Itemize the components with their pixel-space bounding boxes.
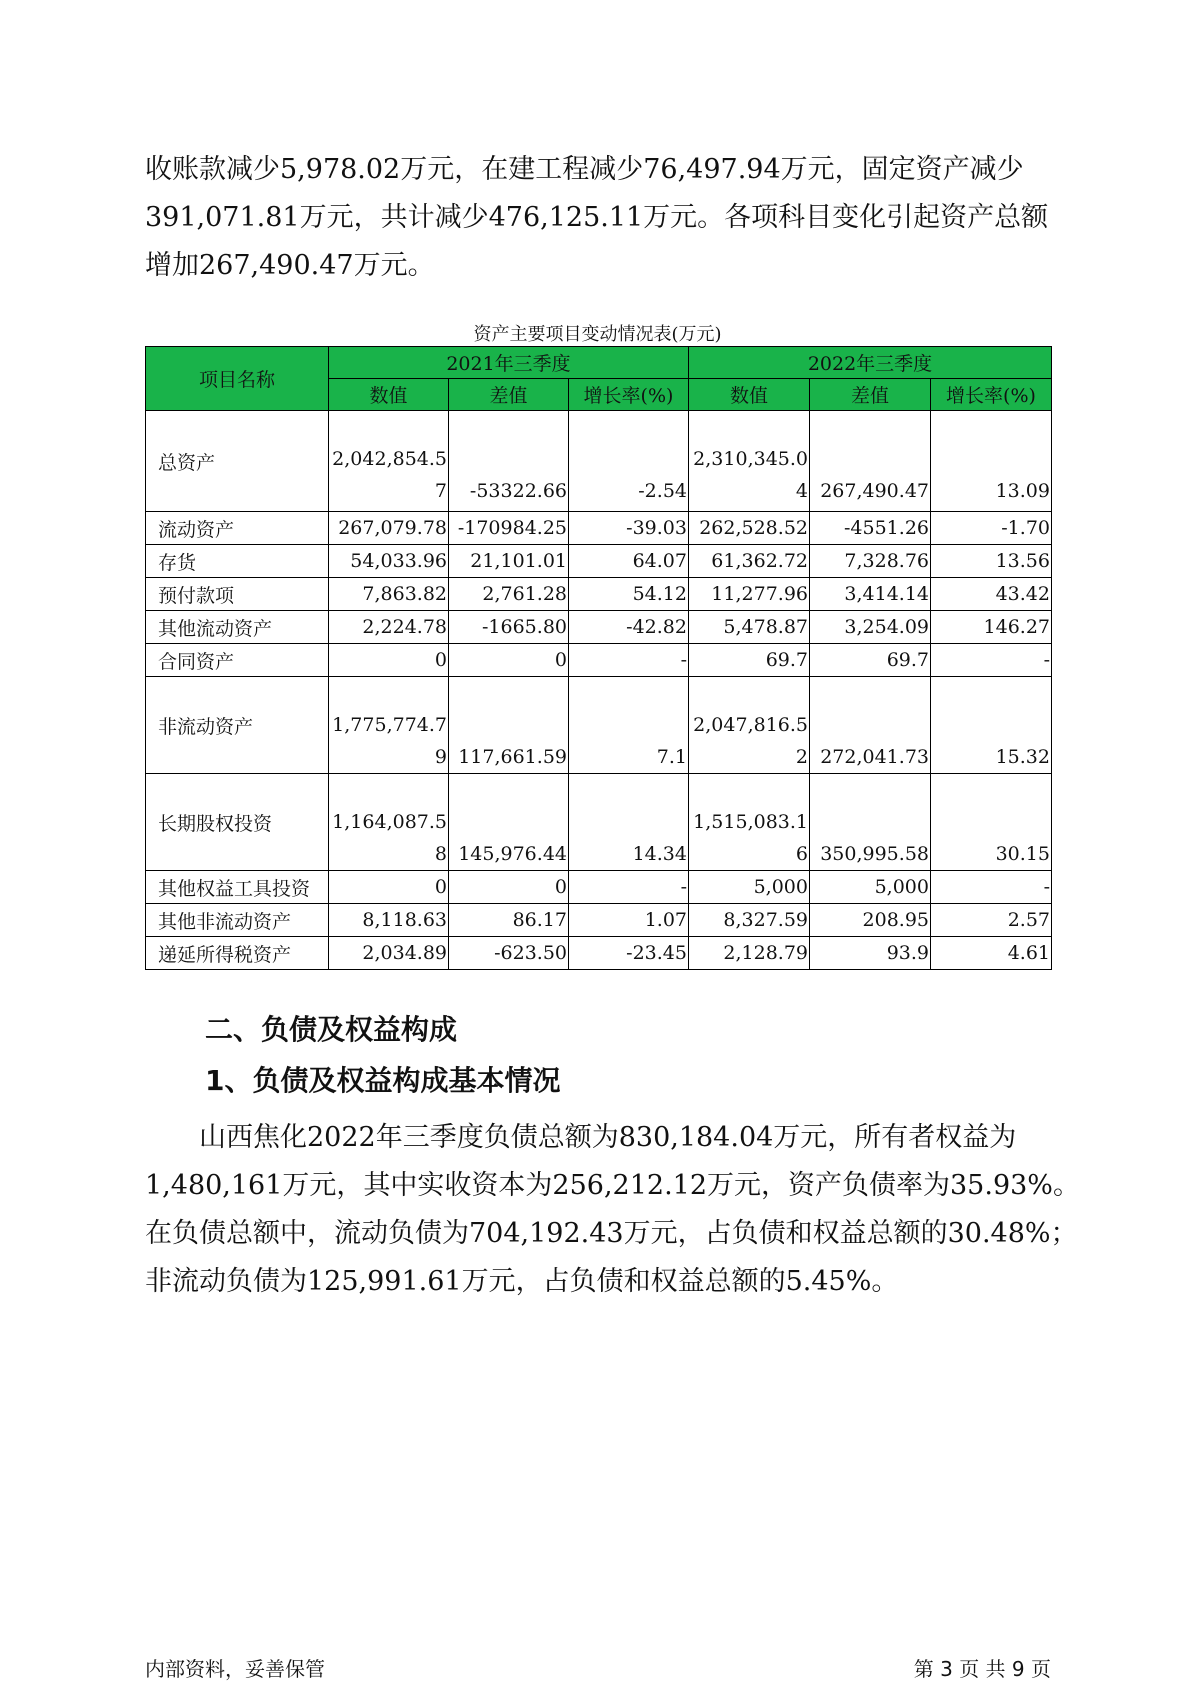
row-name: 流动资产 bbox=[146, 512, 329, 545]
table-row bbox=[146, 411, 1052, 512]
table-cell: 2,034.89 bbox=[329, 937, 449, 970]
table-cell: 2,310,345.04 bbox=[689, 411, 810, 512]
row-name: 其他非流动资产 bbox=[146, 904, 329, 937]
table-cell: 2,042,854.57 bbox=[329, 411, 449, 512]
footer-page-number: 第 3 页 共 9 页 bbox=[913, 1657, 1051, 1681]
table-cell: -1.70 bbox=[931, 512, 1052, 545]
header-item-name: 项目名称 bbox=[146, 347, 329, 411]
table-row bbox=[146, 644, 1052, 677]
table-row bbox=[146, 545, 1052, 578]
row-name: 总资产 bbox=[146, 411, 329, 512]
table-cell: -53322.66 bbox=[449, 411, 569, 512]
paragraph-line: 非流动负债为125,991.61万元，占负债和权益总额的5.45%。 bbox=[145, 1266, 899, 1297]
table-cell: 0 bbox=[329, 871, 449, 904]
table-cell: 0 bbox=[449, 871, 569, 904]
table-cell: 4.61 bbox=[931, 937, 1052, 970]
table-cell: -39.03 bbox=[569, 512, 689, 545]
table-cell: 272,041.73 bbox=[810, 677, 931, 774]
header-group-2022: 2022年三季度 bbox=[689, 347, 1052, 379]
table-cell: 2,128.79 bbox=[689, 937, 810, 970]
table-cell: 350,995.58 bbox=[810, 774, 931, 871]
table-cell: 43.42 bbox=[931, 578, 1052, 611]
table-row bbox=[146, 677, 1052, 774]
section-heading: 二、负债及权益构成 bbox=[205, 1013, 458, 1046]
row-name: 预付款项 bbox=[146, 578, 329, 611]
header-growth-2021: 增长率(%) bbox=[569, 379, 689, 411]
paragraph-line: 1,480,161万元，其中实收资本为256,212.12万元，资产负债率为35.93%。 bbox=[145, 1170, 1080, 1201]
table-cell: 146.27 bbox=[931, 611, 1052, 644]
table-cell: 13.56 bbox=[931, 545, 1052, 578]
table-cell: 2.57 bbox=[931, 904, 1052, 937]
table-row bbox=[146, 611, 1052, 644]
table-cell: 61,362.72 bbox=[689, 545, 810, 578]
table-cell: - bbox=[569, 644, 689, 677]
header-growth-2022: 增长率(%) bbox=[931, 379, 1052, 411]
header-diff-2021: 差值 bbox=[449, 379, 569, 411]
header-value-2021: 数值 bbox=[329, 379, 449, 411]
table-cell: 15.32 bbox=[931, 677, 1052, 774]
table-cell: -623.50 bbox=[449, 937, 569, 970]
table-cell: 54,033.96 bbox=[329, 545, 449, 578]
table-cell: 7,328.76 bbox=[810, 545, 931, 578]
row-name: 其他权益工具投资 bbox=[146, 871, 329, 904]
table-cell: 208.95 bbox=[810, 904, 931, 937]
table-row bbox=[146, 904, 1052, 937]
table-cell: 117,661.59 bbox=[449, 677, 569, 774]
asset-change-table bbox=[145, 346, 1052, 970]
table-cell: 5,000 bbox=[810, 871, 931, 904]
table-cell: 86.17 bbox=[449, 904, 569, 937]
row-name: 长期股权投资 bbox=[146, 774, 329, 871]
table-row bbox=[146, 937, 1052, 970]
table-cell: 5,000 bbox=[689, 871, 810, 904]
paragraph-line: 在负债总额中，流动负债为704,192.43万元，占负债和权益总额的30.48%； bbox=[145, 1218, 1078, 1249]
body-paragraph bbox=[145, 1114, 1080, 1306]
table-cell: 2,224.78 bbox=[329, 611, 449, 644]
table-cell: 2,761.28 bbox=[449, 578, 569, 611]
table-cell: 267,079.78 bbox=[329, 512, 449, 545]
table-cell: 145,976.44 bbox=[449, 774, 569, 871]
table-cell: 1,515,083.16 bbox=[689, 774, 810, 871]
paragraph-line: 收账款减少5,978.02万元，在建工程减少76,497.94万元，固定资产减少 bbox=[145, 154, 1024, 185]
table-cell: 5,478.87 bbox=[689, 611, 810, 644]
table-cell: 1.07 bbox=[569, 904, 689, 937]
paragraph-line: 391,071.81万元，共计减少476,125.11万元。各项科目变化引起资产总额 bbox=[145, 202, 1049, 233]
header-diff-2022: 差值 bbox=[810, 379, 931, 411]
table-row bbox=[146, 871, 1052, 904]
subsection-heading: 1、负债及权益构成基本情况 bbox=[205, 1064, 561, 1097]
table-row bbox=[146, 774, 1052, 871]
footer-confidential-note: 内部资料，妥善保管 bbox=[145, 1657, 325, 1681]
table-cell: -2.54 bbox=[569, 411, 689, 512]
table-row bbox=[146, 578, 1052, 611]
table-cell: 2,047,816.52 bbox=[689, 677, 810, 774]
table-cell: 3,254.09 bbox=[810, 611, 931, 644]
header-value-2022: 数值 bbox=[689, 379, 810, 411]
table-cell: -23.45 bbox=[569, 937, 689, 970]
table-cell: 7,863.82 bbox=[329, 578, 449, 611]
table-cell: 30.15 bbox=[931, 774, 1052, 871]
row-name: 其他流动资产 bbox=[146, 611, 329, 644]
table-cell: 69.7 bbox=[810, 644, 931, 677]
table-cell: 1,164,087.58 bbox=[329, 774, 449, 871]
intro-paragraph bbox=[145, 146, 1050, 290]
table-cell: 3,414.14 bbox=[810, 578, 931, 611]
table-cell: 267,490.47 bbox=[810, 411, 931, 512]
table-cell: - bbox=[931, 644, 1052, 677]
header-group-2021: 2021年三季度 bbox=[329, 347, 689, 379]
paragraph-line: 增加267,490.47万元。 bbox=[145, 250, 435, 281]
table-cell: -42.82 bbox=[569, 611, 689, 644]
table-caption: 资产主要项目变动情况表(万元) bbox=[473, 324, 722, 345]
table-cell: 1,775,774.79 bbox=[329, 677, 449, 774]
table-cell: 64.07 bbox=[569, 545, 689, 578]
table-cell: 262,528.52 bbox=[689, 512, 810, 545]
table-cell: 8,327.59 bbox=[689, 904, 810, 937]
row-name: 非流动资产 bbox=[146, 677, 329, 774]
table-cell: 0 bbox=[449, 644, 569, 677]
table-cell: - bbox=[569, 871, 689, 904]
table-cell: 13.09 bbox=[931, 411, 1052, 512]
table-cell: 21,101.01 bbox=[449, 545, 569, 578]
table-cell: 0 bbox=[329, 644, 449, 677]
paragraph-line: 山西焦化2022年三季度负债总额为830,184.04万元，所有者权益为 bbox=[145, 1122, 1017, 1153]
table-cell: -4551.26 bbox=[810, 512, 931, 545]
table-cell: 8,118.63 bbox=[329, 904, 449, 937]
table-cell: 69.7 bbox=[689, 644, 810, 677]
table-cell: 14.34 bbox=[569, 774, 689, 871]
table-cell: 93.9 bbox=[810, 937, 931, 970]
table-cell: - bbox=[931, 871, 1052, 904]
table-cell: 54.12 bbox=[569, 578, 689, 611]
table-cell: -170984.25 bbox=[449, 512, 569, 545]
row-name: 存货 bbox=[146, 545, 329, 578]
row-name: 合同资产 bbox=[146, 644, 329, 677]
table-row bbox=[146, 512, 1052, 545]
table-cell: -1665.80 bbox=[449, 611, 569, 644]
row-name: 递延所得税资产 bbox=[146, 937, 329, 970]
table-cell: 7.1 bbox=[569, 677, 689, 774]
table-cell: 11,277.96 bbox=[689, 578, 810, 611]
